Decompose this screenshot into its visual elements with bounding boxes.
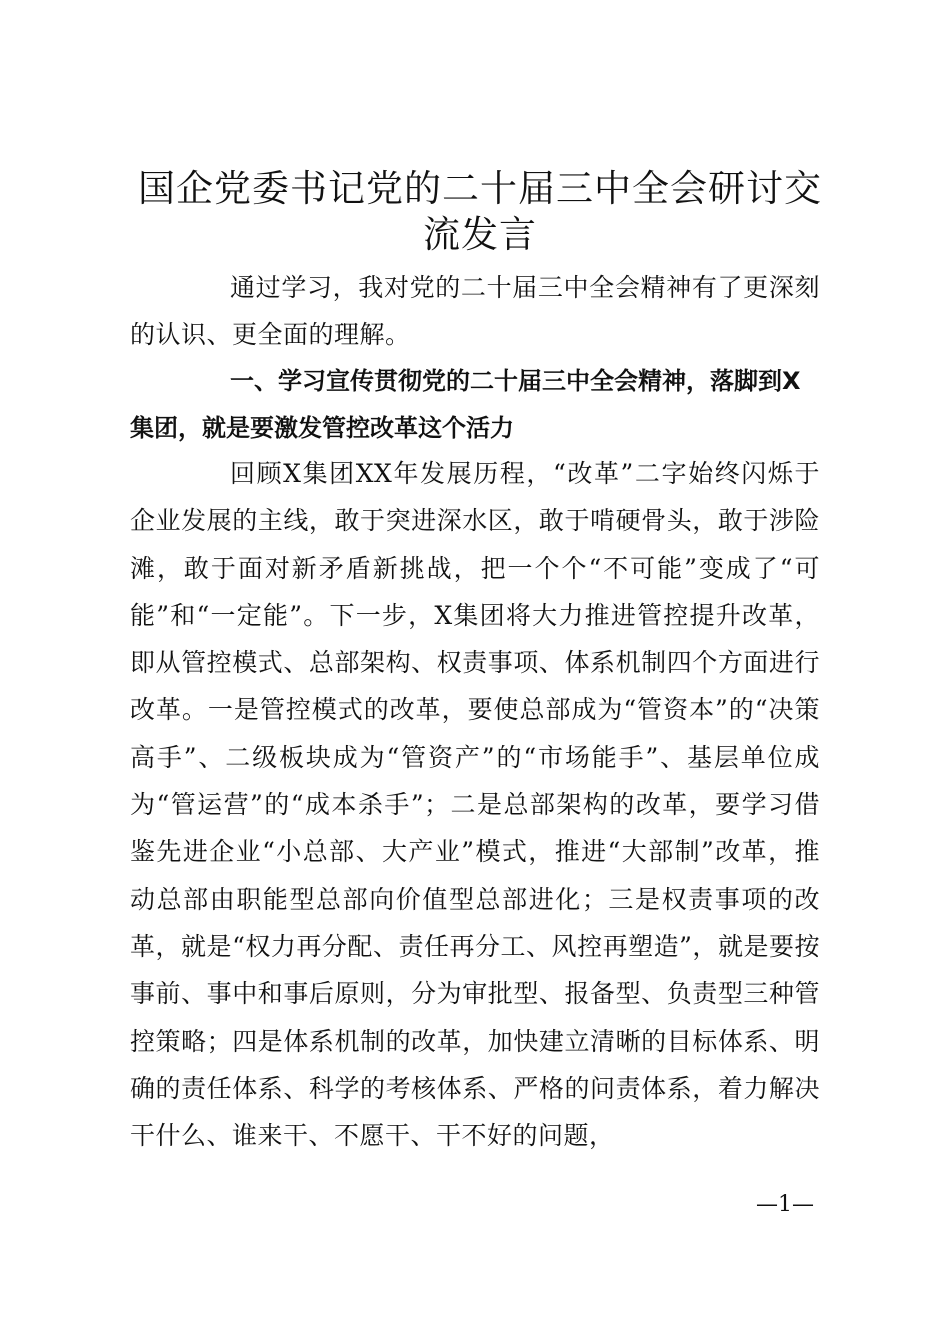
main-paragraph: 回顾X集团XX年发展历程，“改革”二字始终闪烁于企业发展的主线，敢于突进深水区，敢于啃硬骨头，敢于涉险滩，敢于面对新矛盾新挑战，把一个个“不可能”变成了“可能”和“一定能”。下一步，X集团将大力推进管控提升改革，即从管控模式、总部架构、权责事项、体系机制四个方面进行改革。一是管控模式的改革，要使总部成为“管资本”的“决策高手”、二级板块成为“管资产”的“市场能手”、基层单位成为“管运营”的“成本杀手”；二是总部架构的改革，要学习借鉴先进企业“小总部、大产业”模式，推进“大部制”改革，推动总部由职能型总部向价值型总部进化；三是权责事项的改革，就是“权力再分配、责任再分工、风控再塑造”，就是要按事前、事中和事后原则，分为审批型、报备型、负责型三种管控策略；四是体系机制的改革，加快建立清晰的目标体系、明确的责任体系、科学的考核体系、严格的问责体系，着力解决干什么、谁来干、不愿干、干不好的问题， bbox=[130, 459, 820, 1151]
section-heading-1: 一、学习宣传贯彻党的二十届三中全会精神，落脚到X集团，就是要激发管控改革这个活力 bbox=[130, 367, 801, 443]
document-title: 国企党委书记党的二十届三中全会研讨交流发言 bbox=[138, 167, 822, 256]
page-number: —1— bbox=[756, 1192, 814, 1217]
intro-paragraph: 通过学习，我对党的二十届三中全会精神有了更深刻的认识、更全面的理解。 bbox=[130, 273, 820, 350]
